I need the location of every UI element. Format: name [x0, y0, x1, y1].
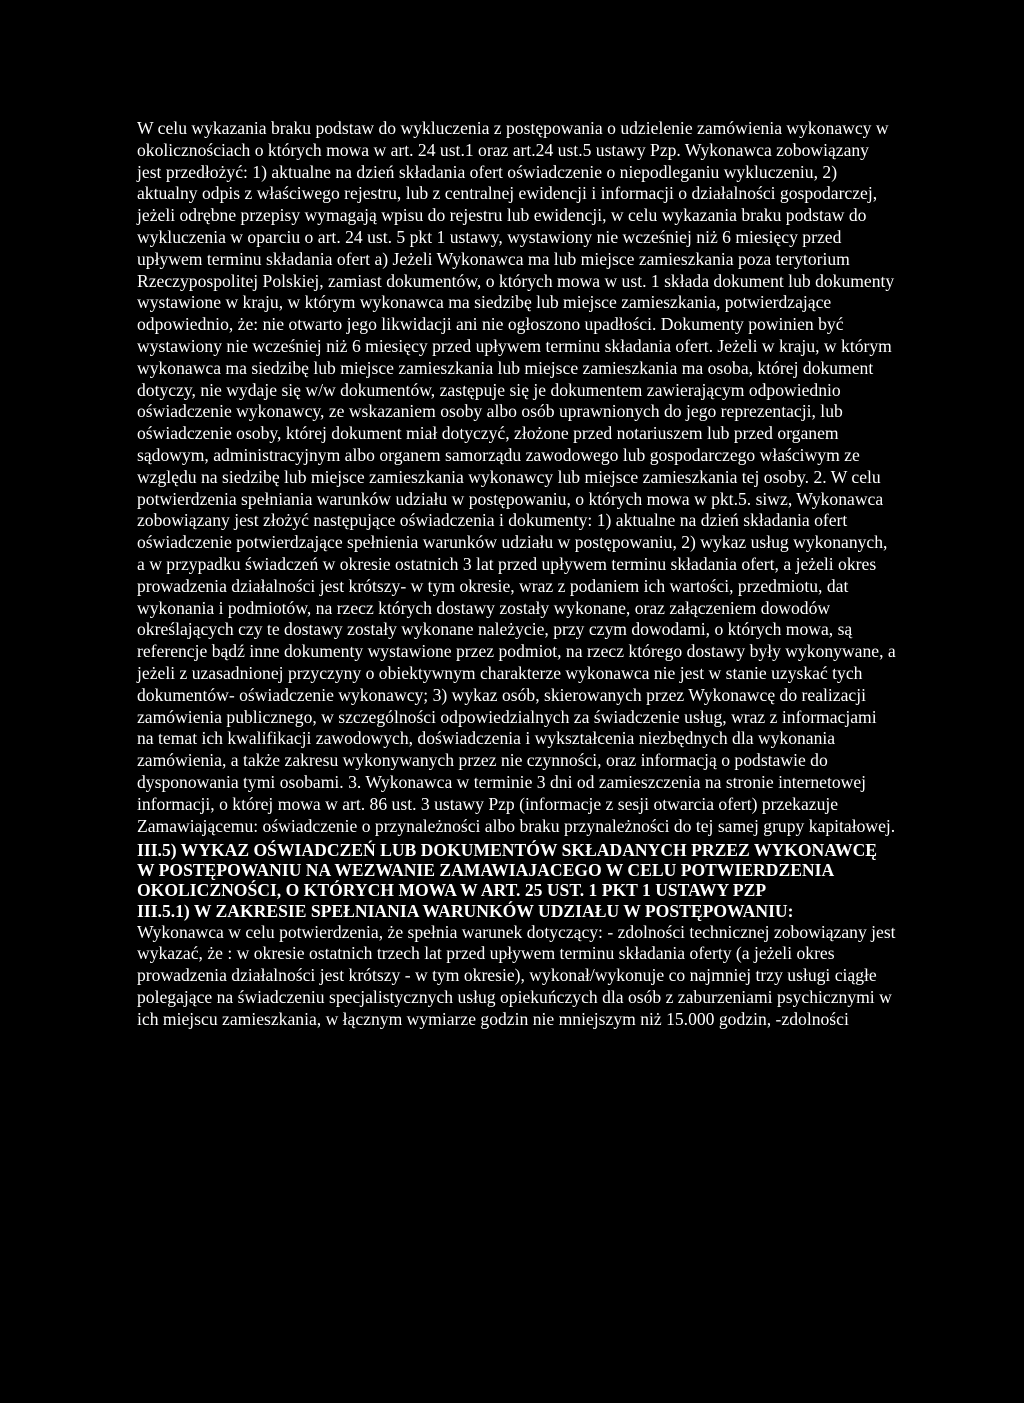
section-heading-iii-5-1: III.5.1) W ZAKRESIE SPEŁNIANIA WARUNKÓW UDZIAŁU W POSTĘPOWANIU: [137, 900, 794, 921]
paragraph-exclusion-documents: W celu wykazania braku podstaw do wykluczenia z postępowania o udzielenie zamówienia wykonawcy w okolicznościach o których mowa w art. 24 ust.1 oraz art.24 ust.5 ustawy Pzp. Wykonawca zobowiązany jest przedłożyć: 1) aktualne na dzień składania ofert oświadczenie o niepodleganiu wykluczeniu, 2) aktualny odpis z właściwego rejestru, lub z centralnej ewidencji i informacji o działalności gospodarczej, jeżeli odrębne przepisy wymagają wpisu do rejestru lub ewidencji, w celu wykazania braku podstaw do wykluczenia w oparciu o art. 24 ust. 5 pkt 1 ustawy, wystawiony nie wcześniej niż 6 miesięcy przed upływem terminu składania ofert a) Jeżeli Wykonawca ma lub miejsce zamieszkania poza terytorium Rzeczypospolitej Polskiej, zamiast dokumentów, o których mowa w ust. 1 składa dokument lub dokumenty wystawione w kraju, w którym wykonawca ma siedzibę lub miejsce zamieszkania, potwierdzające odpowiednio, że: nie otwarto jego likwidacji ani nie ogłoszono upadłości. Dokumenty powinien być wystawiony nie wcześniej niż 6 miesięcy przed upływem terminu składania ofert. Jeżeli w kraju, w którym wykonawca ma siedzibę lub miejsce zamieszkania lub miejsce zamieszkania ma osoba, której dokument dotyczy, nie wydaje się w/w dokumentów, zastępuje się je dokumentem zawierającym odpowiednio oświadczenie wykonawcy, ze wskazaniem osoby albo osób uprawnionych do jego reprezentacji, lub oświadczenie osoby, której dokument miał dotyczyć, złożone przed notariuszem lub przed organem sądowym, administracyjnym albo organem samorządu zawodowego lub gospodarczego właściwym ze względu na siedzibę lub miejsce zamieszkania wykonawcy lub miejsce zamieszkania tej osoby. 2. W celu potwierdzenia spełniania warunków udziału w postępowaniu, o których mowa w pkt.5. siwz, Wykonawca zobowiązany jest złożyć następujące oświadczenia i dokumenty: 1) aktualne na dzień składania ofert oświadczenie potwierdzające spełnienia warunków udziału w postępowaniu, 2) wykaz usług wykonanych, a w przypadku świadczeń w okresie ostatnich 3 lat przed upływem terminu składania ofert, a jeżeli okres prowadzenia działalności jest krótszy- w tym okresie, wraz z podaniem ich wartości, przedmiotu, dat wykonania i podmiotów, na rzecz których dostawy zostały wykonane, oraz załączeniem dowodów określających czy te dostawy zostały wykonane należycie, przy czym dowodami, o których mowa, są referencje bądź inne dokumenty wystawione przez podmiot, na rzecz którego dostawy były wykonywane, a jeżeli z uzasadnionej przyczyny o obiektywnym charakterze wykonawca nie jest w stanie uzyskać tych dokumentów- oświadczenie wykonawcy; 3) wykaz osób, skierowanych przez Wykonawcę do realizacji zamówienia publicznego, w szczególności odpowiedzialnych za świadczenie usług, wraz z informacjami na temat ich kwalifikacji zawodowych, doświadczenia i wykształcenia niezbędnych dla wykonania zamówienia, a także zakresu wykonywanych przez nie czynności, oraz informacją o podstawie do dysponowania tymi osobami. 3. Wykonawca w terminie 3 dni od zamieszczenia na stronie internetowej informacji, o której mowa w art. 86 ust. 3 ustawy Pzp (informacje z sesji otwarcia ofert) przekazuje Zamawiającemu: oświadczenie o przynależności albo braku przynależności do tej samej grupy kapitałowej. [137, 118, 896, 836]
paragraph-participation-conditions: Wykonawca w celu potwierdzenia, że spełnia warunek dotyczący: - zdolności technicznej zobowiązany jest wykazać, że : w okresie ostatnich trzech lat przed upływem terminu składania oferty (a jeżeli okres prowadzenia działalności jest krótszy - w tym okresie), wykonał/wykonuje co najmniej trzy usługi ciągłe polegające na świadczeniu specjalistycznych usług opiekuńczych dla osób z zaburzeniami psychicznymi w ich miejscu zamieszkania, w łącznym wymiarze godzin nie mniejszym niż 15.000 godzin, -zdolności [137, 921, 896, 1029]
document-body [137, 118, 897, 1031]
section-heading-iii-5: III.5) WYKAZ OŚWIADCZEŃ LUB DOKUMENTÓW SKŁADANYCH PRZEZ WYKONAWCĘ W POSTĘPOWANIU NA WEZWANIE ZAMAWIAJACEGO W CELU POTWIERDZENIA OKOLICZNOŚCI, O KTÓRYCH MOWA W ART. 25 UST. 1 PKT 1 USTAWY PZP [137, 840, 878, 900]
